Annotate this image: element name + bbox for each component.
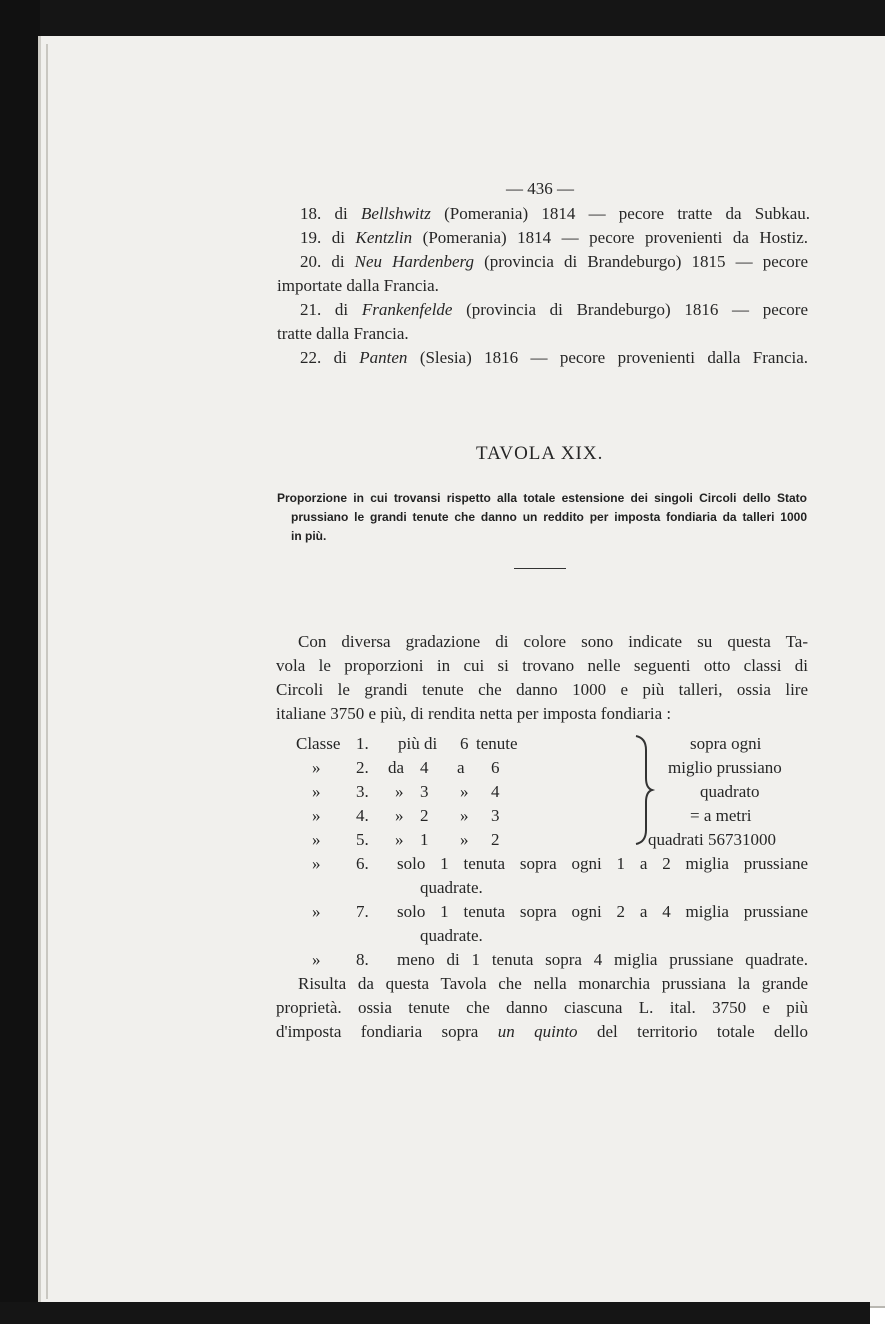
entry-22 [300,348,808,368]
class-number: 2. [356,758,369,777]
class-range-a: più di [398,734,438,753]
entry-prefix: di [331,252,345,271]
entry-number: 19. [300,228,322,247]
entry-20 [300,252,808,272]
class-mark: » [312,830,321,849]
class-number: 4. [356,806,369,825]
paragraph-1-line-2: vola le proporzioni in cui si trovano nelle seguenti otto classi di [276,656,808,675]
class-range-c: tenute [476,734,518,753]
class-mark: » [312,950,321,969]
entry-place: Kentzlin [355,228,413,247]
entry-place: Neu Hardenberg [354,252,474,271]
class-number: 7. [356,902,369,921]
entry-19 [300,228,808,248]
entry-prefix: di [334,300,349,319]
paragraph-1-line-1: Con diversa gradazione di colore sono indicate su questa Ta- [298,632,808,651]
entry-prefix: di [331,228,345,247]
entry-number: 20. [300,252,322,271]
brace-text-4: = a metri [690,806,752,825]
class-description: solo 1 tenuta sopra ogni 1 a 2 miglia prussiane [397,854,808,873]
entry-prefix: di [333,348,347,367]
class-description: meno di 1 tenuta sopra 4 miglia prussiane quadrate. [397,950,808,969]
caption-line-1: Proporzione in cui trovansi rispetto alla totale estensione dei singoli Circoli dello Stato [277,491,807,505]
caption-line-3: in più. [291,529,327,543]
class-range-c: » [460,782,469,801]
class-mark: » [312,806,321,825]
class-number: 1. [356,734,369,753]
caption-line-2: prussiano le grandi tenute che danno un reddito per imposta fondiaria da talleri 1000 [291,510,807,524]
emphasized-text: un quinto [497,1022,578,1041]
entry-21 [300,300,808,320]
entry-text: (Pomerania) 1814 — pecore tratte da Subkau. [444,204,811,223]
brace-text-2: miglio prussiano [668,758,782,777]
class-range-b: 4 [420,758,429,777]
entry-place: Bellshwitz [360,204,431,223]
class-range-d: 6 [491,758,500,777]
brace-text-3: quadrato [700,782,760,801]
class-mark: » [312,758,321,777]
class-range-a: » [395,782,404,801]
entry-place: Panten [359,348,408,367]
class-range-a: » [395,806,404,825]
paragraph-1-line-3: Circoli le grandi tenute che danno 1000 e più talleri, ossia lire [276,680,808,699]
class-range-b: 3 [420,782,429,801]
entry-18 [300,204,810,224]
class-description: solo 1 tenuta sopra ogni 2 a 4 miglia prussiane [397,902,808,921]
class-mark: » [312,854,321,873]
page-edge-shadow [46,44,48,1299]
class-range-c: » [460,806,469,825]
entry-text: (provincia di Brandeburgo) 1815 — pecore [484,252,808,271]
class-mark: » [312,902,321,921]
class-description-cont: quadrate. [420,926,483,945]
class-range-c: a [457,758,465,777]
class-number: 6. [356,854,369,873]
class-range-c: » [460,830,469,849]
entry-text: (Pomerania) 1814 — pecore provenienti da Hostiz. [422,228,809,247]
entry-number: 18. [300,204,322,223]
entry-place: Frankenfelde [361,300,453,319]
class-range-b: 1 [420,830,429,849]
paragraph-2-line-3 [276,1022,808,1042]
scan-border-bottom [0,1302,870,1324]
entry-text: (provincia di Brandeburgo) 1816 — pecore [466,300,808,319]
entry-20-continuation: importate dalla Francia. [277,276,439,295]
class-range-d: 3 [491,806,500,825]
class-range-d: 4 [491,782,500,801]
entry-text: (Slesia) 1816 — pecore provenienti dalla Francia. [419,348,809,367]
class-description-cont: quadrate. [420,878,483,897]
class-range-b: 2 [420,806,429,825]
entry-number: 21. [300,300,322,319]
brace-text-1: sopra ogni [690,734,762,753]
table-title: TAVOLA XIX. [476,443,604,464]
class-mark: Classe [296,734,341,753]
text-segment: del territorio totale dello [596,1022,809,1041]
paragraph-1-line-4: italiane 3750 e più, di rendita netta per imposta fondiaria : [276,704,672,723]
page-number: — 436 — [506,179,574,198]
scan-border-left [0,0,40,1324]
class-number: 5. [356,830,369,849]
class-range-b: 6 [460,734,469,753]
text-segment: d'imposta fondiaria sopra [276,1022,479,1041]
class-number: 3. [356,782,369,801]
class-range-a: da [388,758,405,777]
brace-text-5: quadrati 56731000 [648,830,776,849]
class-range-d: 2 [491,830,500,849]
class-number: 8. [356,950,369,969]
entry-number: 22. [300,348,322,367]
paragraph-2-line-1: Risulta da questa Tavola che nella monarchia prussiana la grande [298,974,808,993]
separator-rule [514,568,566,569]
entry-21-continuation: tratte dalla Francia. [277,324,409,343]
class-range-a: » [395,830,404,849]
paragraph-2-line-2: proprietà. ossia tenute che danno ciascuna L. ital. 3750 e più [276,998,808,1017]
entry-prefix: di [334,204,348,223]
class-mark: » [312,782,321,801]
